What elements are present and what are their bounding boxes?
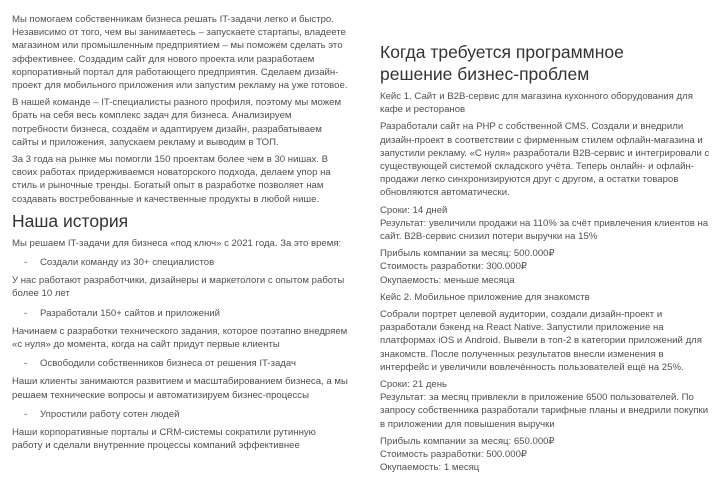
about-column	[12, 0, 348, 452]
case-timeline: Сроки: 14 дней	[380, 204, 448, 216]
case-cost: Стоимость разработки: 500.000₽	[380, 449, 528, 461]
intro-paragraph: За 3 года на рынке мы помогли 150 проектам более чем в 30 нишах. В своих работах придерживаемся новаторского подхода, делаем упор на стиль и рыночные тренды. Богатый опыт в разработке позволяет нам создавать востребованные и качественные продукты в любой нише.	[12, 154, 331, 205]
case-cost: Стоимость разработки: 300.000₽	[380, 261, 528, 273]
history-bullet: - Разработали 150+ сайтов и приложений	[24, 307, 221, 319]
case-result: Результат: за месяц привлекли в приложение 6500 пользователей. По запросу собственника разработали тарифные планы и внедрили покупки в приложении для повышения выручки	[380, 392, 709, 430]
case-title: Кейс 2. Мобильное приложение для знакомств	[380, 291, 590, 303]
intro-paragraph: В нашей команде – IT-специалисты разного профиля, поэтому мы можем брать на себя весь комплекс задач для бизнеса. Анализируем потребности бизнеса, создаём и адаптируем дизайн, разрабатываем сайты и приложения, запускаем рекламу и выводим в ТОП.	[12, 97, 342, 148]
case-result: Результат: увеличили продажи на 110% за счёт привлечения клиентов на сайт. B2B-сервис снизил потери выручки на 15%	[380, 217, 709, 243]
history-text: Наши корпоративные порталы и CRM-системы сократили рутинную работу и сделали внутренние процессы компаний эффективнее	[12, 427, 316, 452]
case-title: Кейс 1. Сайт и B2B-сервис для магазина кухонного оборудования для кафе и ресторанов	[380, 91, 693, 116]
history-lead: Мы решаем IT-задачи для бизнеса «под ключ» с 2021 года. За это время:	[12, 237, 342, 249]
cases-column	[380, 0, 710, 474]
cases-heading: Когда требуется программное решение бизнес-проблем	[380, 42, 624, 84]
case-payback: Окупаемость: 1 месяц	[380, 462, 480, 474]
history-text: Начинаем с разработки технического задания, которое поэтапно внедряем «с нуля» до момента, когда на сайт придут первые клиенты	[12, 325, 348, 351]
history-text: Наши клиенты занимаются развитием и масштабированием бизнеса, а мы решаем технические вопросы и автоматизируем бизнес-процессы	[12, 376, 348, 401]
history-text: У нас работают разработчики, дизайнеры и маркетологи с опытом работы более 10 лет	[12, 275, 345, 300]
case-description: Разработали сайт на PHP с собственной CMS. Создали и внедрили дизайн-проект в соответствии с фирменным стилем офлайн-магазина и запустили рекламу. «С нуля» разработали B2B-сервис и интегрировали с существующей системой складского учёта. Теперь онлайн- и офлайн-продажи легко синхронизируются друг с другом, а остатки товаров обновляются автоматически.	[380, 121, 710, 199]
history-heading: Наша история	[12, 210, 129, 231]
history-bullet: - Создали команду из 30+ специалистов	[24, 257, 215, 269]
case-timeline: Сроки: 21 день	[380, 379, 448, 391]
case-payback: Окупаемость: меньше месяца	[380, 274, 515, 286]
history-bullet: - Упростили работу сотен людей	[24, 408, 180, 420]
case-profit: Прибыль компании за месяц: 500.000₽	[380, 248, 555, 260]
history-bullet: - Освободили собственников бизнеса от решения IT-задач	[24, 358, 297, 370]
intro-paragraph: Мы помогаем собственникам бизнеса решать IT-задачи легко и быстро. Независимо от того, чем вы занимаетесь – запускаете стартапы, владеете магазином или промышленным предприятием – мы поможем сделать это эффективнее. Создадим сайт для нового проекта или разработаем корпоративный портал для работающего предприятия. Сделаем дизайн-проект для мобильного приложения или запустим рекламу на уже готовое.	[12, 14, 348, 92]
case-description: Собрали портрет целевой аудитории, создали дизайн-проект и разработали бэкенд на React Native. Запустили приложение на платформах iOS и Android. Вывели в топ-2 в категории приложений для знакомств. После полученных результатов внесли изменения в интерфейс и увеличили вовлечённость пользователей ещё на 25%.	[380, 309, 702, 373]
case-profit: Прибыль компании за месяц: 650.000₽	[380, 435, 555, 447]
